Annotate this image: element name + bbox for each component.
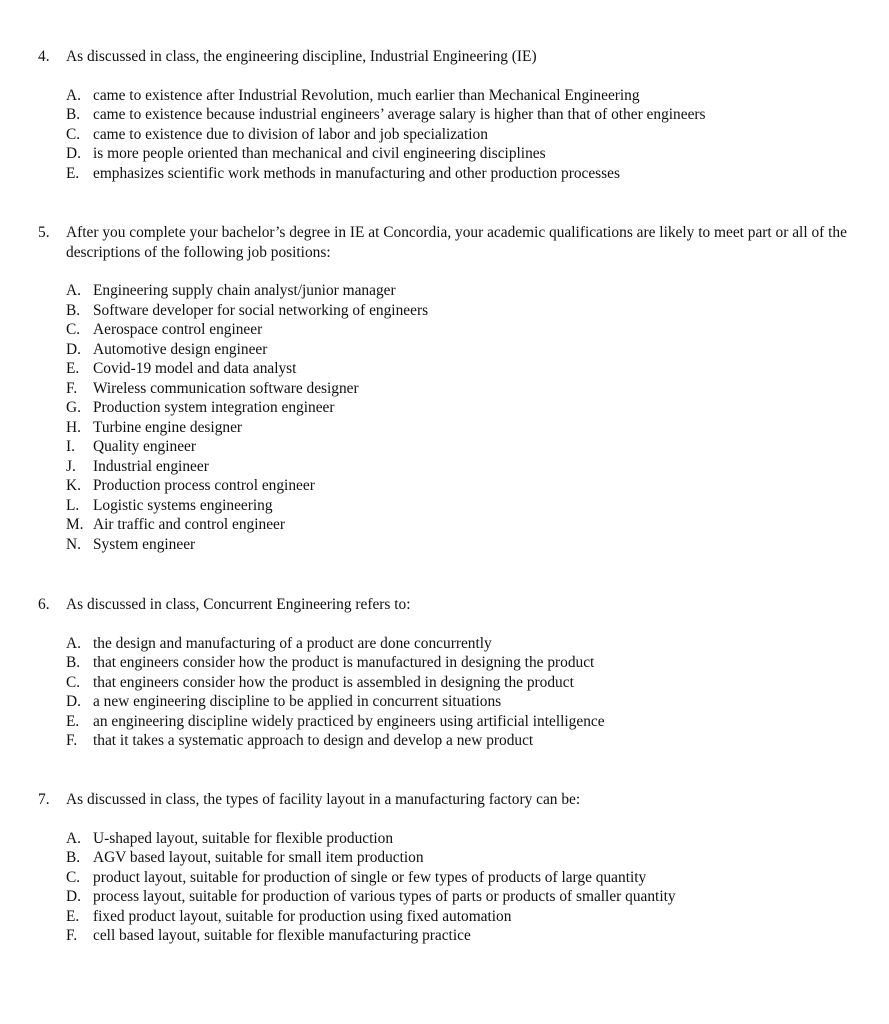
option-item (38, 457, 868, 477)
question-6 (38, 595, 868, 751)
option-text: Covid-19 model and data analyst (93, 360, 297, 377)
option-item (38, 418, 868, 438)
option-text: Automotive design engineer (93, 340, 268, 358)
option-text: Industrial engineer (93, 457, 209, 475)
option-text: came to existence because industrial engineers’ average salary is higher than that of other engineers (93, 106, 706, 123)
option-letter: D. (66, 145, 81, 162)
question-text: After you complete your bachelor’s degree in IE at Concordia, your academic qualifications are likely to meet part or all of the descriptions of the following job positions: (66, 224, 847, 261)
option-item (38, 125, 868, 145)
option-item (38, 496, 868, 516)
option-list (38, 829, 868, 946)
option-letter: G. (66, 399, 81, 416)
option-item (38, 437, 868, 457)
option-text: that engineers consider how the product is manufactured in designing the product (93, 654, 595, 671)
option-item (38, 634, 868, 654)
option-letter: H. (66, 418, 81, 436)
option-text: is more people oriented than mechanical and civil engineering disciplines (93, 145, 546, 162)
option-text: that it takes a systematic approach to design and develop a new product (93, 732, 534, 749)
option-text: the design and manufacturing of a product are done concurrently (93, 634, 492, 652)
option-item (38, 673, 868, 693)
option-letter: F. (66, 379, 78, 397)
option-text: Turbine engine designer (93, 418, 243, 436)
option-letter: E. (66, 164, 80, 182)
option-letter: E. (66, 907, 80, 925)
option-letter: D. (66, 888, 81, 905)
option-letter: D. (66, 693, 81, 710)
option-text: a new engineering discipline to be applied in concurrent situations (93, 693, 502, 710)
option-text: AGV based layout, suitable for small item production (93, 849, 424, 866)
option-letter: C. (66, 868, 81, 886)
option-letter: A. (66, 282, 81, 299)
option-item (38, 398, 868, 418)
option-letter: E. (66, 360, 80, 377)
option-item (38, 848, 868, 868)
option-text: an engineering discipline widely practiced by engineers using artificial intelligence (93, 712, 605, 730)
option-text: U-shaped layout, suitable for flexible production (93, 829, 394, 847)
question-5 (38, 223, 868, 554)
option-item (38, 692, 868, 712)
question-7 (38, 790, 868, 946)
option-text: Wireless communication software designer (93, 379, 359, 397)
option-text: Quality engineer (93, 438, 196, 455)
question-number: 7. (38, 791, 50, 808)
option-item (38, 712, 868, 732)
option-text: product layout, suitable for production of single or few types of products of large quantity (93, 868, 647, 886)
option-item (38, 281, 868, 301)
option-item (38, 926, 868, 946)
option-letter: B. (66, 654, 81, 671)
option-item (38, 340, 868, 360)
option-item (38, 144, 868, 164)
option-item (38, 535, 868, 555)
option-item (38, 476, 868, 496)
option-text: process layout, suitable for production of various types of parts or products of smaller quantity (93, 888, 676, 905)
option-letter: A. (66, 634, 81, 652)
option-item (38, 907, 868, 927)
option-letter: A. (66, 86, 81, 104)
option-letter: L. (66, 496, 80, 514)
question-stem (38, 223, 868, 262)
option-text: Production system integration engineer (93, 399, 335, 416)
option-list (38, 86, 868, 184)
option-text: that engineers consider how the product is assembled in designing the product (93, 673, 574, 691)
option-item (38, 320, 868, 340)
option-item (38, 515, 868, 535)
option-item (38, 868, 868, 888)
option-text: Software developer for social networking of engineers (93, 301, 429, 319)
question-number: 5. (38, 224, 50, 241)
option-letter: J. (66, 457, 76, 475)
option-item (38, 829, 868, 849)
option-text: came to existence due to division of labor and job specialization (93, 125, 488, 143)
question-4 (38, 47, 868, 183)
option-letter: C. (66, 673, 81, 691)
question-text: As discussed in class, the engineering discipline, Industrial Engineering (IE) (66, 48, 537, 65)
option-letter: F. (66, 927, 78, 944)
option-text: Aerospace control engineer (93, 321, 263, 338)
option-text: fixed product layout, suitable for production using fixed automation (93, 907, 512, 925)
option-item (38, 887, 868, 907)
option-text: emphasizes scientific work methods in manufacturing and other production processes (93, 164, 620, 182)
option-letter: C. (66, 125, 81, 143)
option-item (38, 379, 868, 399)
option-text: came to existence after Industrial Revolution, much earlier than Mechanical Engineering (93, 86, 640, 104)
option-letter: D. (66, 340, 81, 358)
question-number: 4. (38, 48, 50, 65)
option-item (38, 164, 868, 184)
option-letter: E. (66, 712, 80, 730)
question-stem (38, 595, 868, 615)
option-text: Engineering supply chain analyst/junior manager (93, 282, 396, 299)
option-letter: I. (66, 438, 75, 455)
option-item (38, 653, 868, 673)
option-item (38, 301, 868, 321)
option-text: Production process control engineer (93, 477, 315, 494)
option-item (38, 731, 868, 751)
option-text: Air traffic and control engineer (93, 516, 286, 533)
question-stem (38, 790, 868, 810)
question-stem (38, 47, 868, 67)
option-letter: B. (66, 106, 81, 123)
option-letter: B. (66, 849, 81, 866)
question-number: 6. (38, 596, 50, 613)
option-text: Logistic systems engineering (93, 496, 273, 514)
option-list (38, 634, 868, 751)
option-letter: A. (66, 829, 81, 847)
option-letter: K. (66, 477, 81, 494)
option-text: cell based layout, suitable for flexible manufacturing practice (93, 927, 471, 944)
option-text: System engineer (93, 535, 196, 553)
option-letter: F. (66, 732, 78, 749)
option-item (38, 359, 868, 379)
option-list (38, 281, 868, 554)
question-text: As discussed in class, the types of facility layout in a manufacturing factory can be: (66, 791, 581, 808)
option-letter: C. (66, 321, 81, 338)
option-letter: M. (66, 516, 84, 533)
option-item (38, 86, 868, 106)
option-item (38, 105, 868, 125)
option-letter: B. (66, 301, 81, 319)
question-text: As discussed in class, Concurrent Engineering refers to: (66, 596, 411, 613)
option-letter: N. (66, 535, 81, 553)
